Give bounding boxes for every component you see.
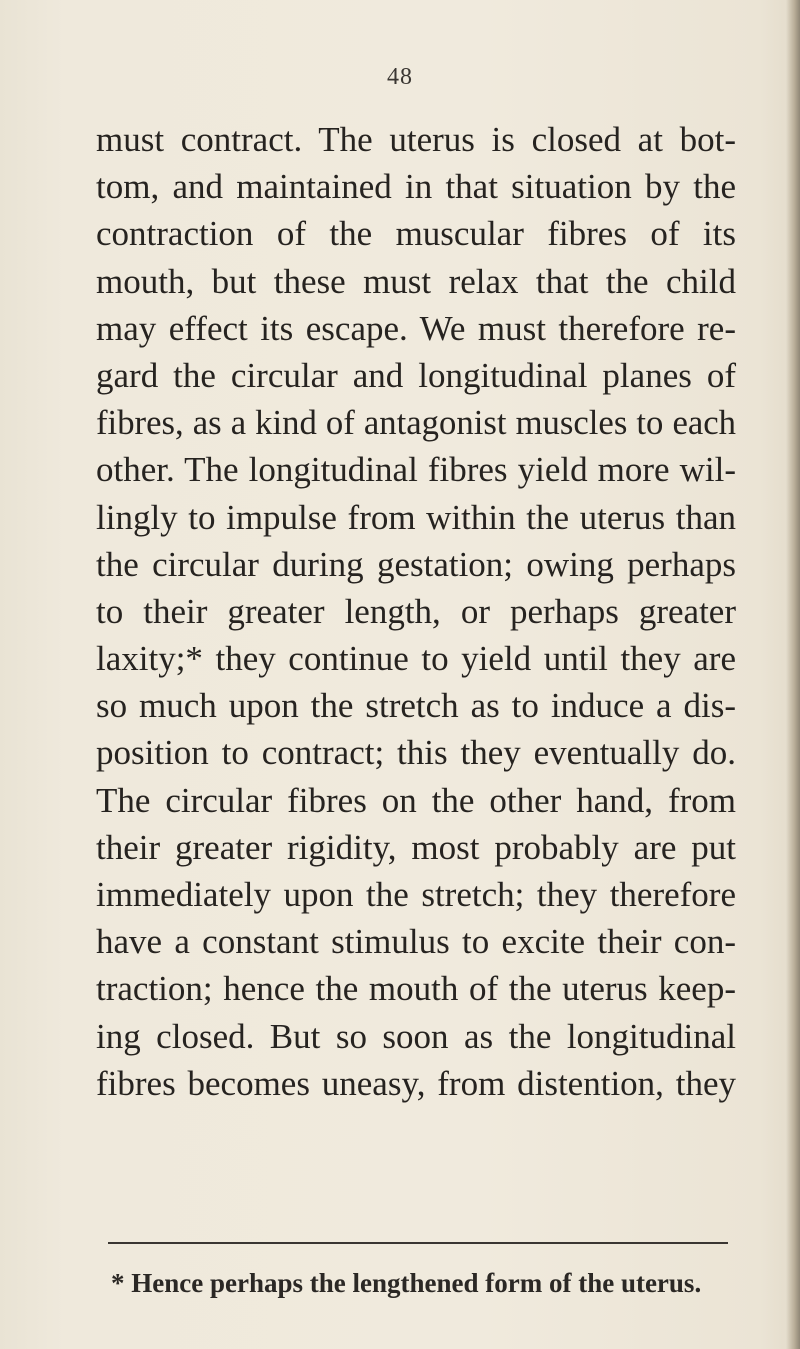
text-line: traction; hence the mouth of the uterus keep- [96, 969, 736, 1009]
text-line: The circular fibres on the other hand, from [96, 780, 736, 820]
text-line: fibres becomes uneasy, from distention, they [96, 1063, 736, 1103]
text-line: their greater rigidity, most probably are put [96, 827, 736, 867]
text-line: the circular during gestation; owing perhaps [96, 544, 736, 584]
text-line: must contract. The uterus is closed at bot- [96, 120, 736, 159]
page-number: 48 [387, 64, 413, 90]
page-edge-shadow [786, 0, 800, 1349]
text-line: other. The longitudinal fibres yield more wil- [96, 450, 736, 490]
text-line: have a constant stimulus to excite their con- [96, 922, 736, 962]
body-text [96, 116, 736, 1107]
text-line: fibres, as a kind of antagonist muscles to each [96, 403, 736, 443]
text-line: contraction of the muscular fibres of its [96, 214, 736, 254]
footnote-rule [108, 1242, 728, 1244]
text-line: lingly to impulse from within the uterus than [96, 497, 736, 537]
text-line: may effect its escape. We must therefore re- [96, 308, 736, 348]
text-line: tom, and maintained in that situation by the [96, 167, 736, 207]
footnote: * Hence perhaps the lengthened form of the uterus. [111, 1268, 702, 1298]
text-line: mouth, but these must relax that the child [96, 261, 736, 301]
text-line: laxity;* they continue to yield until they are [96, 639, 736, 679]
text-line: so much upon the stretch as to induce a dis- [96, 686, 736, 726]
text-line: ing closed. But so soon as the longitudinal [96, 1016, 736, 1056]
text-line: gard the circular and longitudinal planes of [96, 355, 736, 395]
text-line: to their greater length, or perhaps greater [96, 591, 736, 631]
text-line: position to contract; this they eventually do. [96, 733, 736, 773]
text-line: immediately upon the stretch; they therefore [96, 875, 736, 914]
